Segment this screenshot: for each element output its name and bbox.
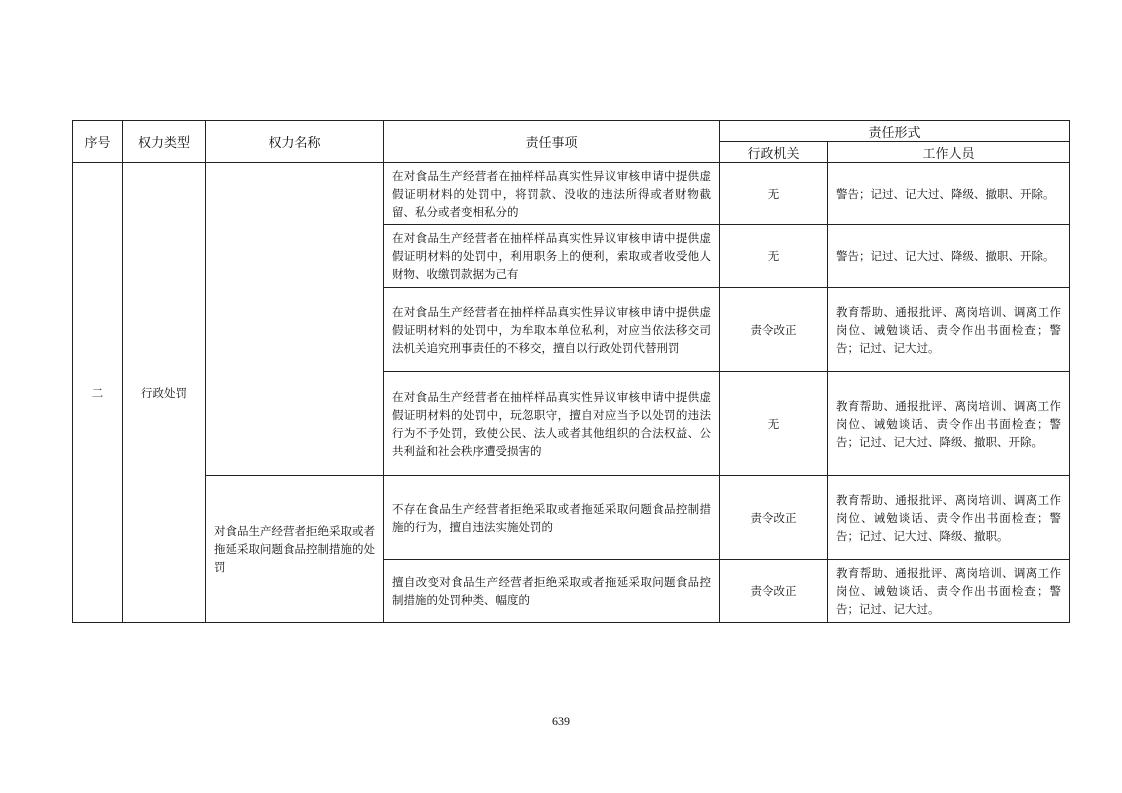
power-name-cell: 对食品生产经营者拒绝采取或者拖延采取问题食品控制措施的处罚 xyxy=(206,476,384,623)
staff-cell: 教育帮助、通报批评、离岗培训、调离工作岗位、诫勉谈话、责令作出书面检查；警告；记过、记大过、降级、撤职、开除。 xyxy=(828,372,1070,476)
table-row xyxy=(73,163,1070,225)
header-matter: 责任事项 xyxy=(384,121,720,163)
power-name-cell-empty xyxy=(206,163,384,476)
page-number: 639 xyxy=(552,714,570,728)
matter-cell: 在对食品生产经营者在抽样样品真实性异议审核申请中提供虚假证明材料的处罚中，利用职务上的便利，索取或者收受他人财物、收缴罚款据为己有 xyxy=(384,225,720,288)
matter-cell: 不存在食品生产经营者拒绝采取或者拖延采取问题食品控制措施的行为，擅自违法实施处罚的 xyxy=(384,476,720,560)
staff-cell: 警告；记过、记大过、降级、撤职、开除。 xyxy=(828,225,1070,288)
staff-cell: 教育帮助、通报批评、离岗培训、调离工作岗位、诫勉谈话、责令作出书面检查；警告；记过、记大过、降级、撤职。 xyxy=(828,476,1070,560)
staff-cell: 教育帮助、通报批评、离岗培训、调离工作岗位、诫勉谈话、责令作出书面检查；警告；记过、记大过。 xyxy=(828,288,1070,372)
agency-cell: 责令改正 xyxy=(720,476,828,560)
header-staff: 工作人员 xyxy=(828,142,1070,163)
matter-cell: 擅自改变对食品生产经营者拒绝采取或者拖延采取问题食品控制措施的处罚种类、幅度的 xyxy=(384,560,720,623)
power-type-cell: 行政处罚 xyxy=(123,163,206,623)
agency-cell: 责令改正 xyxy=(720,288,828,372)
matter-cell: 在对食品生产经营者在抽样样品真实性异议审核申请中提供虚假证明材料的处罚中，将罚款、没收的违法所得或者财物截留、私分或者变相私分的 xyxy=(384,163,720,225)
table-row xyxy=(73,476,1070,560)
header-name: 权力名称 xyxy=(206,121,384,163)
agency-cell: 责令改正 xyxy=(720,560,828,623)
header-type: 权力类型 xyxy=(123,121,206,163)
agency-cell: 无 xyxy=(720,163,828,225)
header-seq: 序号 xyxy=(73,121,123,163)
header-agency: 行政机关 xyxy=(720,142,828,163)
matter-cell: 在对食品生产经营者在抽样样品真实性异议审核申请中提供虚假证明材料的处罚中，为牟取本单位私利，对应当依法移交司法机关追究刑事责任的不移交，擅自以行政处罚代替刑罚 xyxy=(384,288,720,372)
agency-cell: 无 xyxy=(720,225,828,288)
staff-cell: 警告；记过、记大过、降级、撤职、开除。 xyxy=(828,163,1070,225)
header-form: 责任形式 xyxy=(720,121,1070,142)
responsibility-table xyxy=(72,120,1070,623)
matter-cell: 在对食品生产经营者在抽样样品真实性异议审核申请中提供虚假证明材料的处罚中，玩忽职守，擅自对应当予以处罚的违法行为不予处罚，致使公民、法人或者其他组织的合法权益、公共利益和社会秩序遭受损害的 xyxy=(384,372,720,476)
agency-cell: 无 xyxy=(720,372,828,476)
staff-cell: 教育帮助、通报批评、离岗培训、调离工作岗位、诫勉谈话、责令作出书面检查；警告；记过、记大过。 xyxy=(828,560,1070,623)
seq-cell: 二 xyxy=(73,163,123,623)
